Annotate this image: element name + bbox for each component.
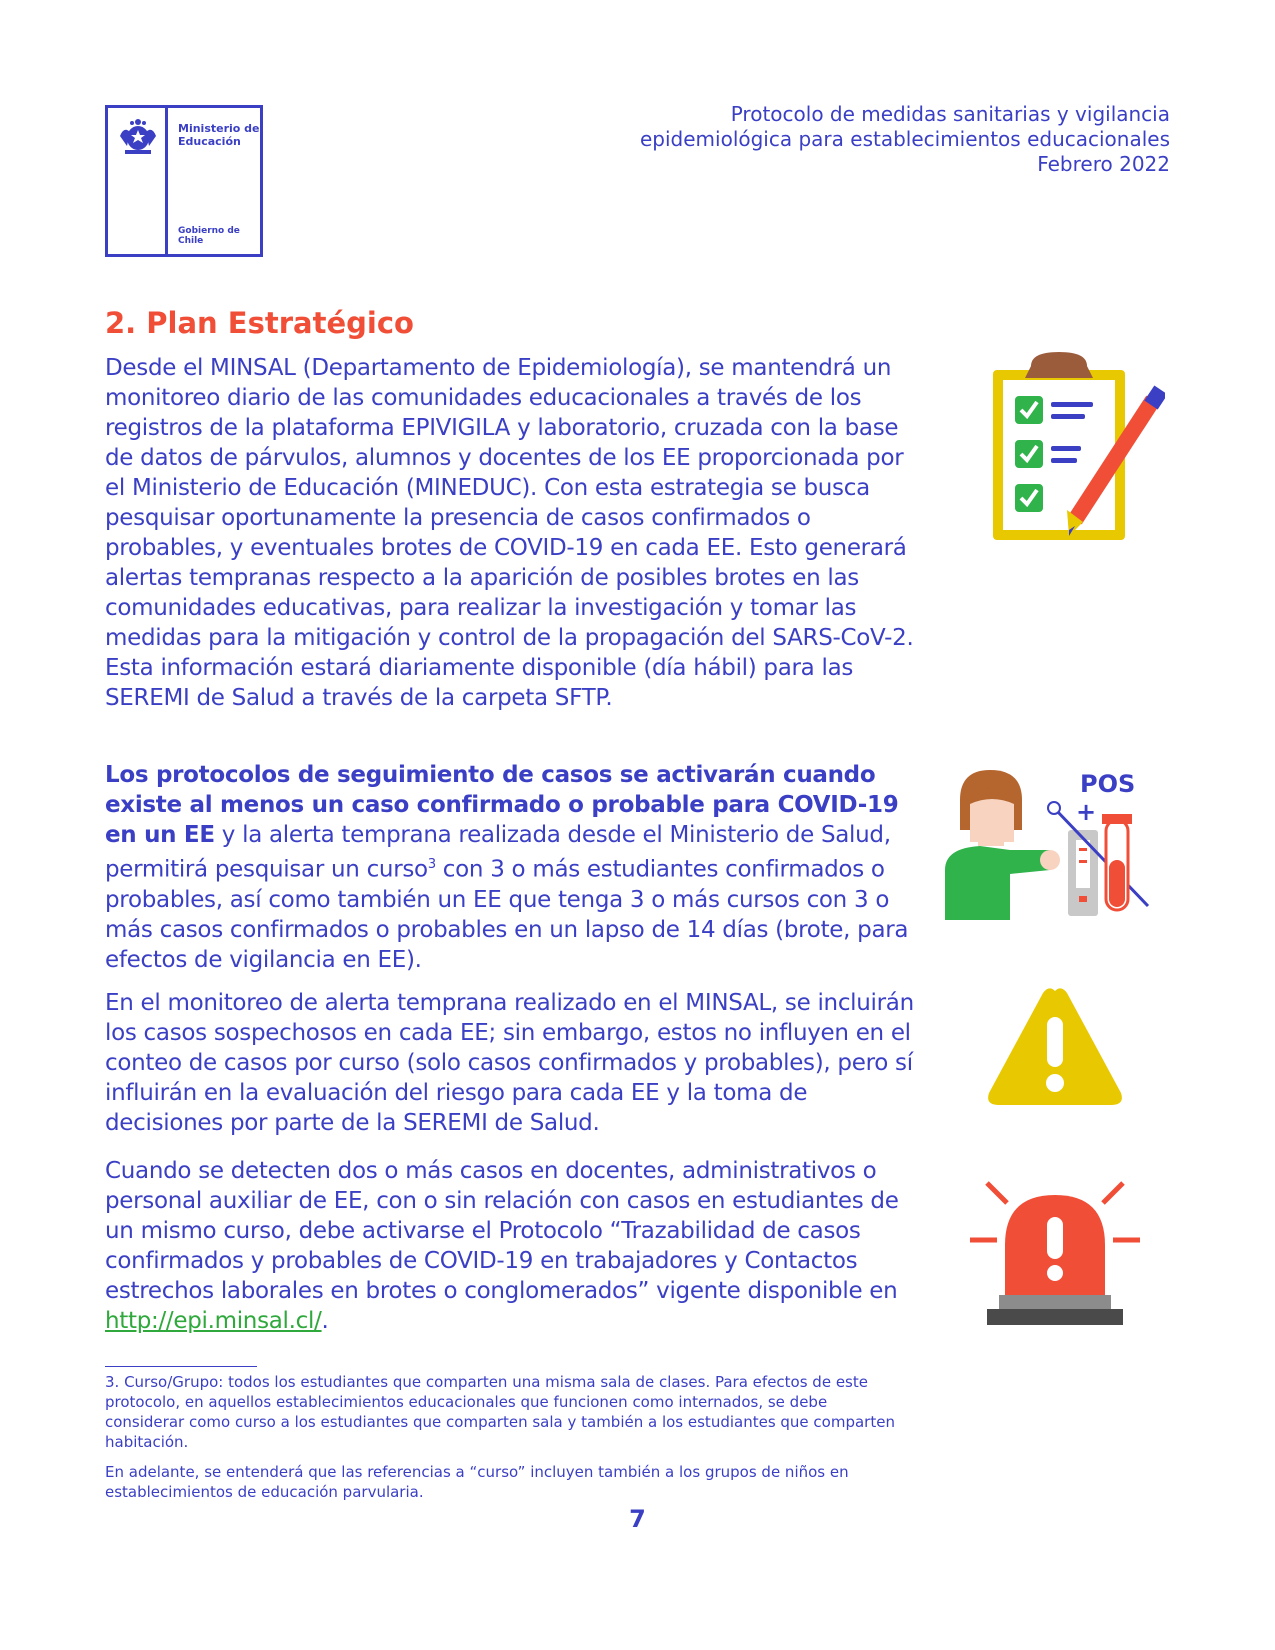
ministry-logo: [105, 105, 263, 257]
section-title: 2. Plan Estratégico: [105, 306, 414, 340]
header-title-line1: Protocolo de medidas sanitarias y vigilancia: [730, 102, 1170, 126]
paragraph-protocols: [105, 760, 915, 975]
page-number: 7: [629, 1505, 646, 1533]
header-date: Febrero 2022: [1037, 152, 1170, 176]
paragraph-protocols-text-a: y la alerta temprana realizada desde el Ministerio de Salud, permitirá pesquisar un curso: [105, 822, 891, 883]
ministry-name: Ministerio de Educación: [178, 122, 260, 148]
paragraph-staff-end: .: [321, 1308, 329, 1334]
footnote-ref[interactable]: 3: [427, 857, 436, 872]
clipboard-checklist-icon: [985, 350, 1165, 550]
alarm-siren-icon: [965, 1175, 1145, 1335]
logo-divider: [165, 108, 168, 254]
paragraph-protocols-bold: Los protocolos de seguimiento de casos se activarán cuando existe al menos un caso confirmado o probable para COVID-19 en un EE: [105, 762, 899, 848]
paragraph-staff-text: Cuando se detecten dos o más casos en docentes, administrativos o personal auxiliar de EE, con o sin relación con casos en estudiantes de un mismo curso, debe activarse el Protocolo “Trazabilidad de casos confirmados y probables de COVID-19 en trabajadores y Contactos estrechos laborales en brotes o conglomerados” vigente disponible en: [105, 1158, 899, 1304]
footnote-course-definition: 3. Curso/Grupo: todos los estudiantes que comparten una misma sala de clases. Para efectos de este protocolo, en aquellos establecimientos educacionales que funcionen como internados, se debe considerar como curso a los estudiantes que comparten sala y también a los estudiantes que comparten habitación.: [105, 1373, 895, 1451]
paragraph-suspected-cases: En el monitoreo de alerta temprana realizado en el MINSAL, se incluirán los casos sospechosos en cada EE; sin embargo, estos no influyen en el conteo de casos por curso (solo casos confirmados y probables), pero sí influirán en la evaluación del riesgo para cada EE y la toma de decisiones por parte de la SEREMI de Salud.: [105, 990, 914, 1136]
government-name: Gobierno de Chile: [178, 226, 240, 246]
covid-test-icon: [940, 770, 1160, 920]
footnote-divider: [105, 1366, 257, 1367]
paragraph-monitoring: Desde el MINSAL (Departamento de Epidemiología), se mantendrá un monitoreo diario de las comunidades educacionales a través de los registros de la plataforma EPIVIGILA y laboratorio, cruzada con la base de datos de párvulos, alumnos y docentes de los EE proporcionada por el Ministerio de Educación (MINEDUC). Con esta estrategia se busca pesquisar oportunamente la presencia de casos confirmados o probables, y eventuales brotes de COVID-19 en cada EE. Esto generará alertas tempranas respecto a la aparición de posibles brotes en las comunidades educativas, para realizar la investigación y tomar las medidas para la mitigación y control de la propagación del SARS-CoV-2. Esta información estará diariamente disponible (día hábil) para las SEREMI de Salud a través de la carpeta SFTP.: [105, 355, 914, 711]
header-title-line2: epidemiológica para establecimientos educacionales: [639, 127, 1170, 151]
paragraph-protocols-text-b: con 3 o más estudiantes confirmados o probables, así como también un EE que tenga 3 o más cursos con 3 o más casos confirmados o probables en un lapso de 14 días (brote, para efectos de vigilancia en EE).: [105, 856, 909, 973]
minsal-link[interactable]: http://epi.minsal.cl/: [105, 1308, 322, 1334]
warning-icon: [985, 985, 1125, 1110]
footnote-course-note: En adelante, se entenderá que las referencias a “curso” incluyen también a los grupos de niños en establecimientos de educación parvularia.: [105, 1463, 849, 1501]
coat-of-arms-icon: [116, 116, 160, 156]
test-pos-label: POS: [1080, 770, 1136, 798]
test-plus-label: +: [1076, 798, 1097, 826]
document-header: [550, 102, 1170, 177]
paragraph-staff-cases: [105, 1156, 915, 1336]
